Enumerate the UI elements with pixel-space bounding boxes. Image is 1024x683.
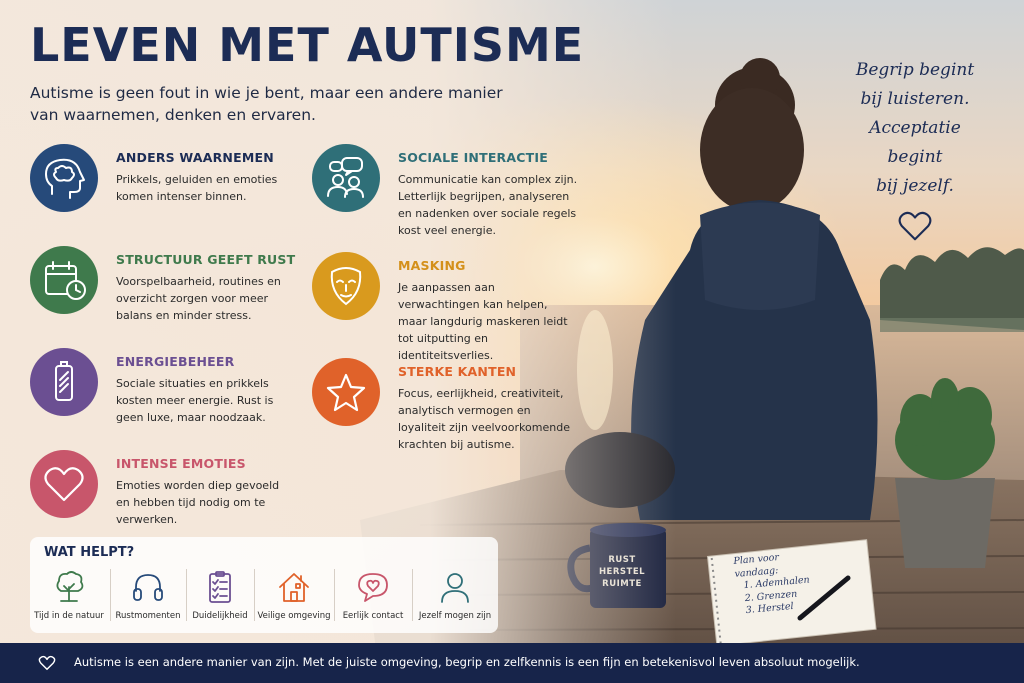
card-text: Je aanpassen aan verwachtingen kan helpen, maar langdurig maskeren leidt tot uitputting en identiteitsverlies. <box>398 281 568 362</box>
card-title: SOCIALE INTERACTIE <box>398 150 548 165</box>
notebook-line: Plan voor <box>733 552 780 567</box>
page-title: LEVEN MET AUTISME <box>30 18 585 72</box>
help-item-clarity <box>188 567 252 627</box>
card-masking <box>312 252 582 362</box>
divider <box>334 569 335 621</box>
checklist-icon <box>200 567 240 607</box>
help-item-safe-env <box>256 567 332 627</box>
help-item-honest-contact <box>336 567 410 627</box>
card-energiebeheer <box>30 348 295 444</box>
notebook-line: 1. Ademhalen <box>743 574 811 592</box>
mug-label <box>596 554 648 590</box>
help-item-label: Eerlijk contact <box>342 611 404 621</box>
calendar-clock-icon <box>30 246 98 314</box>
footer-bar <box>0 643 1024 683</box>
tree-icon <box>49 567 89 607</box>
mask-icon <box>312 252 380 320</box>
divider <box>110 569 111 621</box>
mug-line: RUIMTE <box>602 579 642 589</box>
quote <box>840 56 990 253</box>
card-title: ENERGIEBEHEER <box>116 354 235 369</box>
quote-line: Begrip begint <box>855 60 975 80</box>
help-box <box>30 537 498 633</box>
card-title: STRUCTUUR GEEFT RUST <box>116 252 296 267</box>
card-text: Voorspelbaarheid, routines en overzicht zorgen voor meer balans en minder stress. <box>116 275 281 322</box>
card-text: Focus, eerlijkheid, creativiteit, analytisch vermogen en loyaliteit zijn veelvoorkomende krachten bij autisme. <box>398 387 570 451</box>
help-title: WAT HELPT? <box>44 545 135 560</box>
divider <box>254 569 255 621</box>
card-sociale-interactie <box>312 144 582 240</box>
help-item-label: Tijd in de natuur <box>34 611 104 621</box>
page-subtitle: Autisme is geen fout in wie je bent, maar een andere manier van waarnemen, denken en ervaren. <box>30 84 503 124</box>
card-sterke-kanten <box>312 358 582 454</box>
footer-text: Autisme is een andere manier van zijn. Met de juiste omgeving, begrip en zelfkennis is een fijn en betekenisvol leven absoluut mogelijk. <box>74 655 860 669</box>
card-title: STERKE KANTEN <box>398 364 517 379</box>
help-item-label: Duidelijkheid <box>192 611 248 621</box>
help-item-be-yourself <box>414 567 496 627</box>
headphones-icon <box>128 567 168 607</box>
card-title: ANDERS WAARNEMEN <box>116 150 274 165</box>
card-text: Prikkels, geluiden en emoties komen intenser binnen. <box>116 173 278 203</box>
quote-line: bij jezelf. <box>876 176 954 196</box>
notebook-line: 3. Herstel <box>745 600 794 617</box>
quote-line: Acceptatie begint <box>869 118 961 167</box>
person-icon <box>435 567 475 607</box>
card-title: MASKING <box>398 258 466 273</box>
card-structuur <box>30 246 295 326</box>
divider <box>186 569 187 621</box>
help-item-label: Veilige omgeving <box>257 611 331 621</box>
card-intense-emoties <box>30 450 295 530</box>
battery-icon <box>30 348 98 416</box>
help-item-nature <box>30 567 108 627</box>
heart-icon <box>38 654 56 672</box>
brain-head-icon <box>30 144 98 212</box>
card-anders-waarnemen <box>30 144 295 224</box>
help-item-rest <box>112 567 184 627</box>
speech-heart-icon <box>353 567 393 607</box>
house-icon <box>274 567 314 607</box>
card-text: Emoties worden diep gevoeld en hebben tijd nodig om te verwerken. <box>116 479 280 526</box>
notebook-line: 2. Grenzen <box>744 588 798 604</box>
mug-line: RUST <box>608 555 636 565</box>
quote-line: bij luisteren. <box>860 89 970 109</box>
card-title: INTENSE EMOTIES <box>116 456 246 471</box>
mug-line: HERSTEL <box>598 567 646 577</box>
star-icon <box>312 358 380 426</box>
heart-icon <box>896 209 934 243</box>
card-text: Communicatie kan complex zijn. Letterlijk begrijpen, analyseren en nadenken over sociale regels kost veel energie. <box>398 173 578 237</box>
notebook-text <box>733 546 858 619</box>
heart-icon <box>30 450 98 518</box>
card-text: Sociale situaties en prikkels kosten meer energie. Rust is geen luxe, maar noodzaak. <box>116 377 274 424</box>
notebook-line: vandaag: <box>734 564 779 580</box>
divider <box>412 569 413 621</box>
help-item-label: Jezelf mogen zijn <box>418 611 492 621</box>
help-item-label: Rustmomenten <box>115 611 181 621</box>
people-chat-icon <box>312 144 380 212</box>
